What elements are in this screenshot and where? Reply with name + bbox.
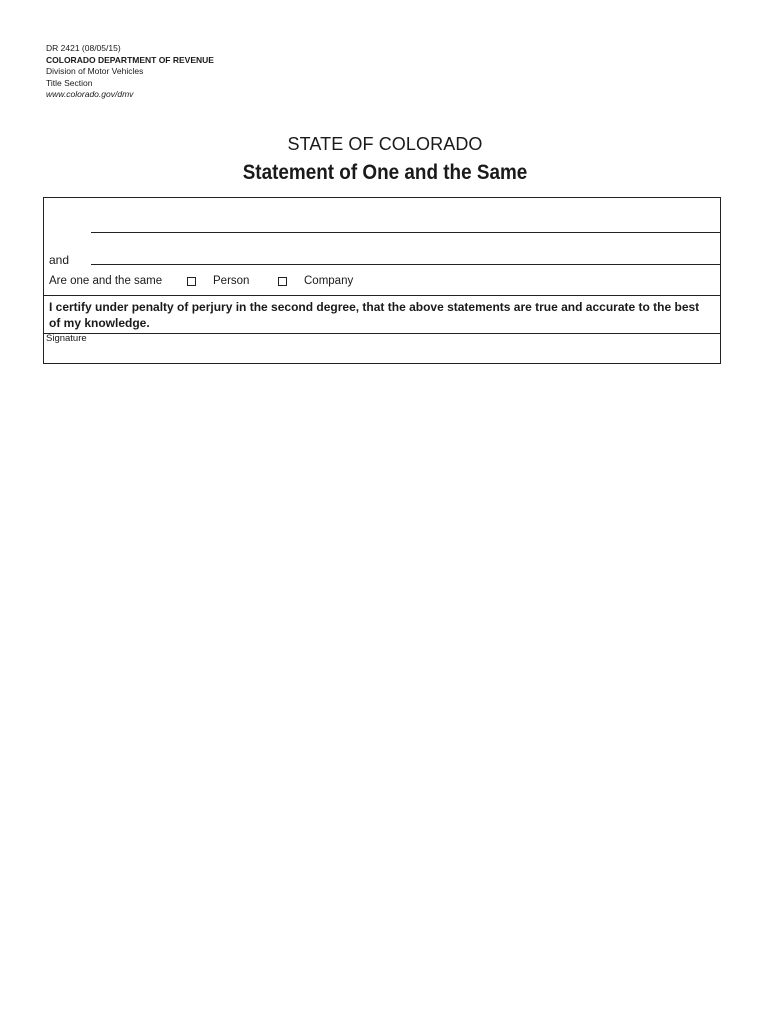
first-name-field[interactable] — [91, 232, 720, 233]
website-link[interactable]: www.colorado.gov/dmv — [46, 89, 134, 99]
signature-label: Signature — [46, 333, 87, 344]
section-name: Title Section — [46, 77, 93, 88]
department-name: COLORADO DEPARTMENT OF REVENUE — [46, 54, 214, 65]
state-title: STATE OF COLORADO — [287, 134, 483, 154]
company-checkbox[interactable] — [278, 277, 287, 286]
and-label: and — [49, 253, 70, 267]
person-checkbox[interactable] — [187, 277, 196, 286]
division-name: Division of Motor Vehicles — [46, 66, 144, 76]
signature-divider — [44, 333, 720, 334]
company-label: Company — [304, 275, 354, 287]
certification-statement: I certify under penalty of perjury in the second degree, that the above statements are true and accurate to the best of my knowledge. — [49, 300, 700, 330]
form-title: Statement of One and the Same — [242, 161, 528, 184]
person-label: Person — [213, 275, 250, 287]
form-number: DR 2421 (08/05/15) — [46, 43, 121, 53]
second-name-field[interactable] — [91, 264, 720, 265]
statement-form — [43, 197, 721, 364]
one-and-same-label: Are one and the same — [49, 275, 163, 287]
section-divider — [44, 295, 720, 296]
form-header — [46, 43, 214, 101]
